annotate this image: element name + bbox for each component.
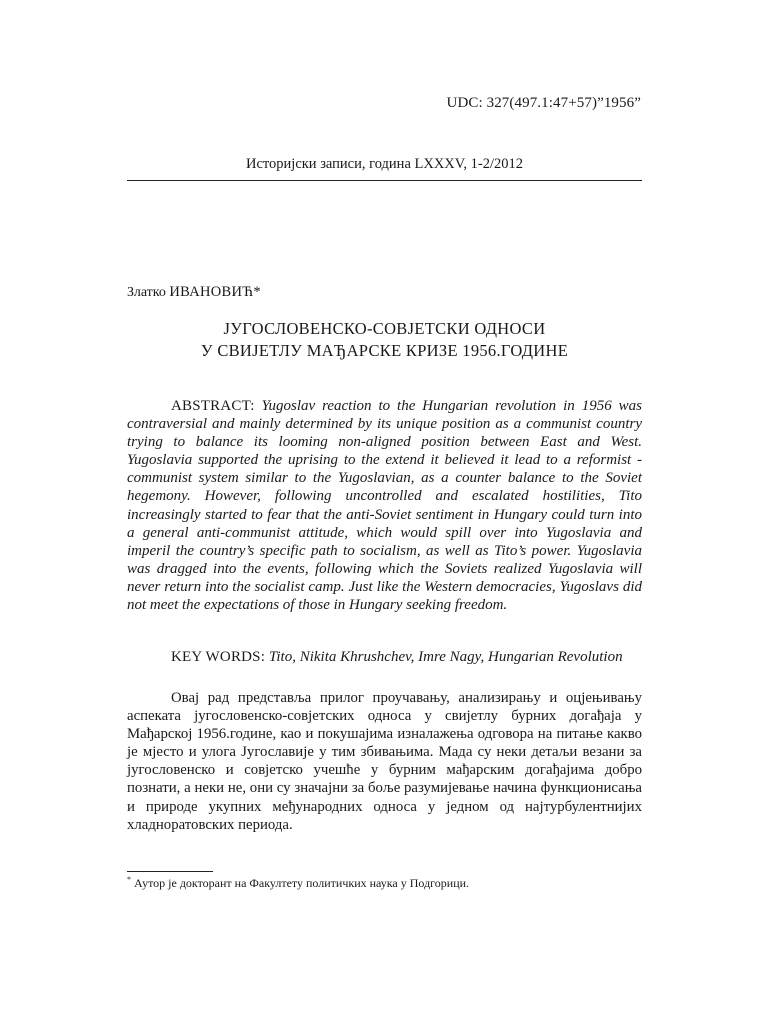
abstract [127,397,642,614]
header-rule [127,180,642,181]
journal-header: Историјски записи, година LXXXV, 1-2/2012 [245,156,523,172]
keywords-text: Tito, Nikita Khrushchev, Imre Nagy, Hungarian Revolution [268,649,623,665]
title-line-1: ЈУГОСЛОВЕНСКО-СОВЈЕТСКИ ОДНОСИ [223,319,546,338]
keywords [127,648,642,666]
abstract-label: ABSTRACT: [171,398,255,414]
footnote-text: Аутор је докторант на Факултету политичких наука у Подгорици. [131,876,470,890]
article-title [127,318,642,362]
abstract-text: Yugoslav reaction to the Hungarian revolution in 1956 was contraversial and mainly determined by its unique position as a communist country trying to balance its looming non-aligned position between East and West. Yugoslavia supported the uprising to the extend it believed it lead to a reformist - communist system similar to the Yugoslavian, as a counter balance to the Soviet hegemony. However, following uncontrolled and escalated hostilities, Tito increasingly started to fear that the anti-Soviet sentiment in Hungary could turn into a general anti-communist attitude, which would spill over into Yugoslavia and imperil the country’s specific path to socialism, as well as Tito’s power. Yugoslavia was dragged into the events, following which the Soviets realized Yugoslavia will never return into the socialist camp. Just like the Western democracies, Yugoslavs did not meet the expectations of those in Hungary seeking freedom. [127,398,642,614]
author-surname: ИВАНОВИЋ* [169,284,261,300]
footnote-rule [127,871,213,872]
keywords-label: KEY WORDS: [171,649,266,665]
footnote [127,875,469,891]
author-first-name: Златко [127,285,166,300]
author-line [127,284,261,301]
footnote-marker: * [127,875,131,884]
udc-code: UDC: 327(497.1:47+57)”1956” [446,95,641,111]
title-line-2: У СВИЈЕТЛУ МАЂАРСКЕ КРИЗЕ 1956.ГОДИНЕ [200,341,569,360]
body-paragraph: Овај рад представља прилог проучавању, анализирању и оцјењивању аспеката југословенско-совјетских односа у свијетлу бурних догађаја у Мађарској 1956.године, као и покушајима изналажења одговора на питање какво је мјесто и улога Југославије у тим збивањима. Мада су неки детаљи везани за југословенско и совјетско учешће у бурним мађарским догађајима добро познати, а неки не, они су значајни за боље разумијевање начина функционисања и природе укупних међународних односа у једном од најтурбулентнијих хладноратовских периода. [127,690,642,833]
